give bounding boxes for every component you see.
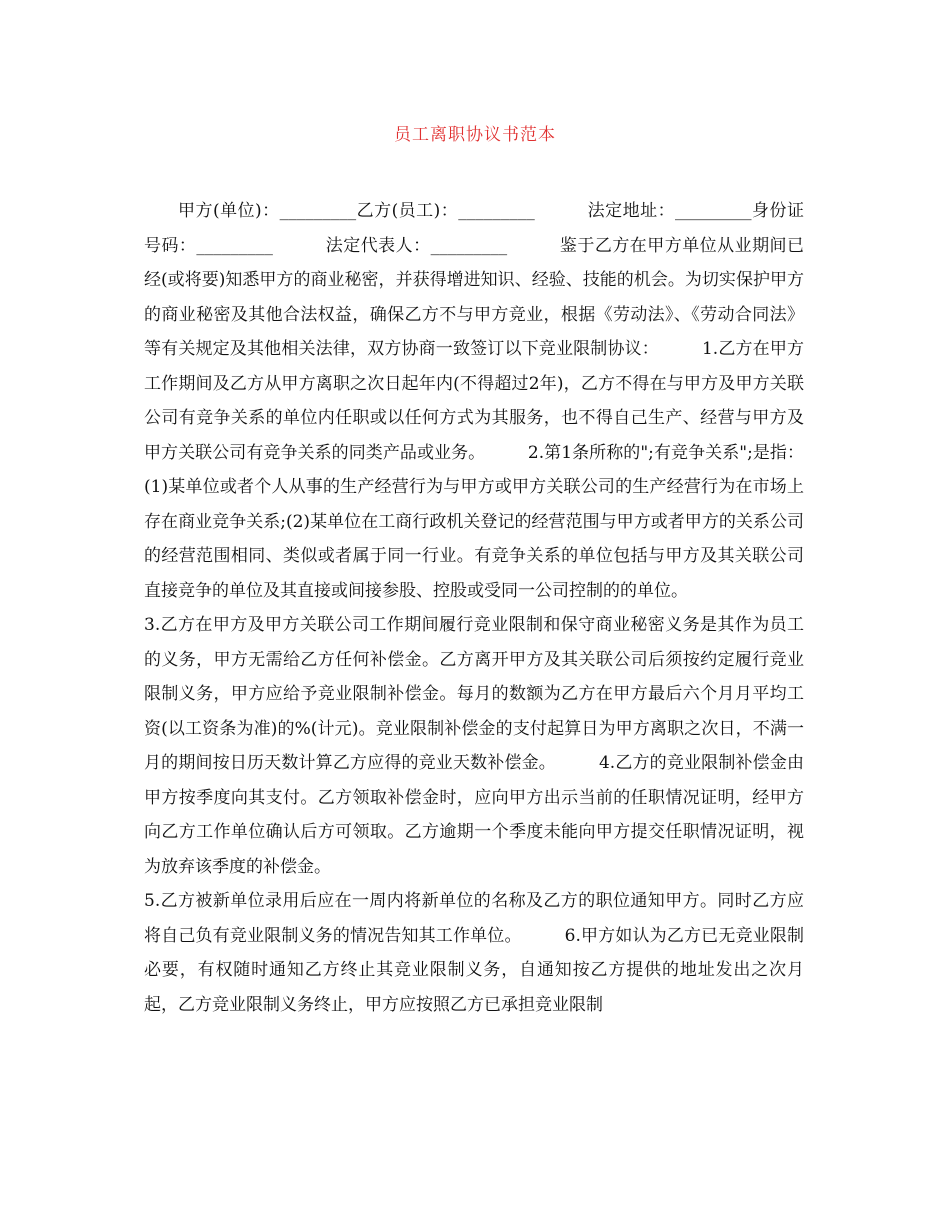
paragraph-intro: 甲方(单位)：_________乙方(员工)：_________ 法定地址：_________身份证号码：_________ 法定代表人：_________ 鉴于乙方在甲方单位从业期间已经(或将要)知悉甲方的商业秘密，并获得增进知识、经验、技能的机会。为切实保护甲方的商业秘密及其他合法权益，确保乙方不与甲方竞业，根据《劳动法》、《劳动合同法》等有关规定及其他相关法律，双方协商一致签订以下竞业限制协议： 1.乙方在甲方工作期间及乙方从甲方离职之次日起年内(不得超过2年)，乙方不得在与甲方及甲方关联公司有竞争关系的单位内任职或以任何方式为其服务，也不得自己生产、经营与甲方及甲方关联公司有竞争关系的同类产品或业务。 2.第1条所称的";有竞争关系";是指：(1)某单位或者个人从事的生产经营行为与甲方或甲方关联公司的生产经营行为在市场上存在商业竞争关系;(2)某单位在工商行政机关登记的经营范围与甲方或者甲方的关系公司的经营范围相同、类似或者属于同一行业。有竞争关系的单位包括与甲方及其关联公司直接竞争的单位及其直接或间接参股、控股或受同一公司控制的的单位。 [144, 201, 804, 601]
document-title: 员工离职协议书范本 [394, 125, 556, 145]
paragraph-clauses-3-4: 3.乙方在甲方及甲方关联公司工作期间履行竞业限制和保守商业秘密义务是其作为员工的义务，甲方无需给乙方任何补偿金。乙方离开甲方及其关联公司后须按约定履行竞业限制义务，甲方应给予竞业限制补偿金。每月的数额为乙方在甲方最后六个月月平均工资(以工资条为准)的%(计元)。竞业限制补偿金的支付起算日为甲方离职之次日，不满一月的期间按日历天数计算乙方应得的竞业天数补偿金。 4.乙方的竞业限制补偿金由甲方按季度向其支付。乙方领取补偿金时，应向甲方出示当前的任职情况证明，经甲方向乙方工作单位确认后方可领取。乙方逾期一个季度未能向甲方提交任职情况证明，视为放弃该季度的补偿金。 [144, 615, 804, 877]
paragraph-clauses-5-6: 5.乙方被新单位录用后应在一周内将新单位的名称及乙方的职位通知甲方。同时乙方应将自己负有竞业限制义务的情况告知其工作单位。 6.甲方如认为乙方已无竞业限制必要，有权随时通知乙方终止其竞业限制义务，自通知按乙方提供的地址发出之次月起，乙方竞业限制义务终止，甲方应按照乙方已承担竞业限制 [144, 891, 804, 1015]
document-body [144, 194, 804, 1022]
